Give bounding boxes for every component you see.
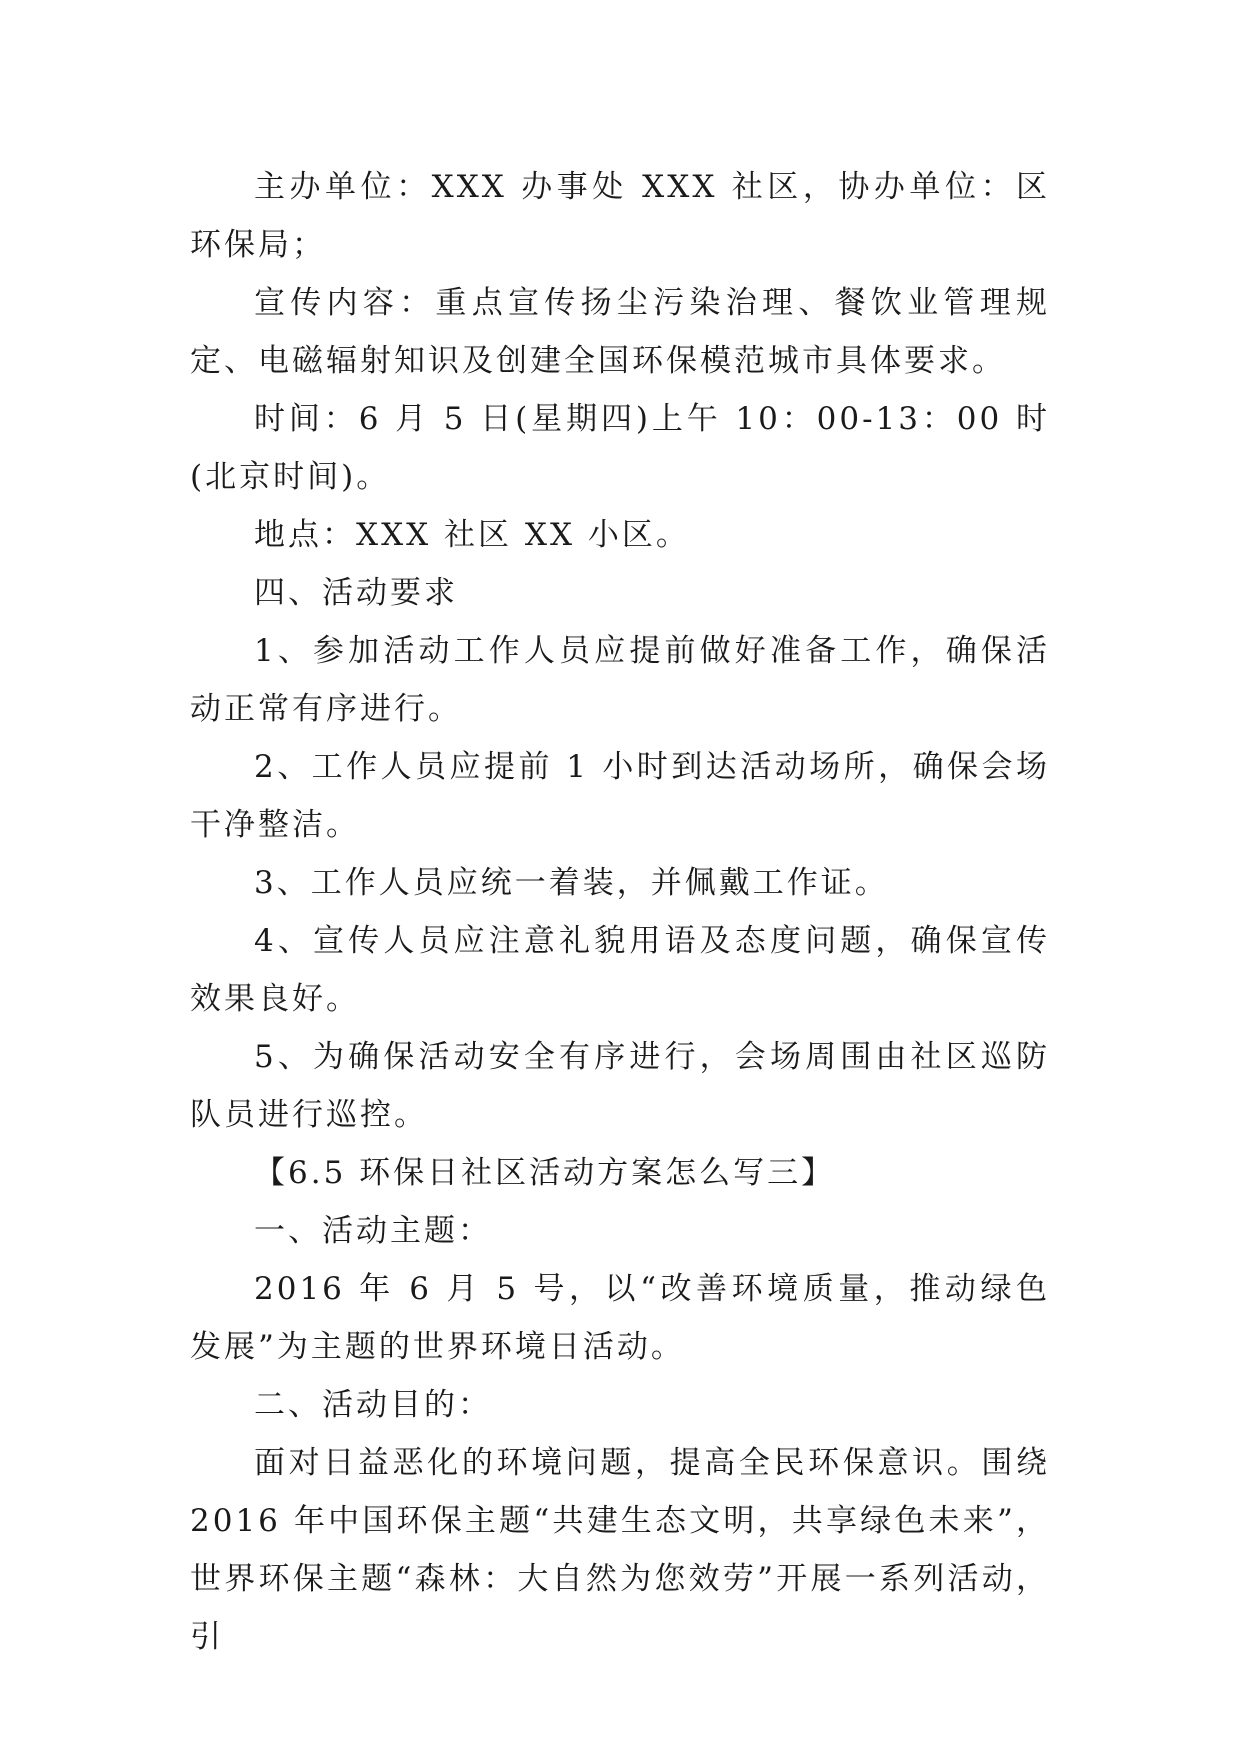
section-heading-purpose: 二、活动目的：	[254, 1387, 492, 1423]
paragraph-purpose: 面对日益恶化的环境问题，提高全民环保意识。围绕 2016 年中国环保主题“共建生态文明，共享绿色未来”，世界环保主题“森林：大自然为您效劳”开展一系列活动，引	[190, 1445, 1050, 1655]
section-heading-theme: 一、活动主题：	[254, 1213, 492, 1249]
requirement-item-4: 4、宣传人员应注意礼貌用语及态度问题，确保宣传效果良好。	[190, 923, 1050, 1017]
paragraph-publicity-content: 宣传内容：重点宣传扬尘污染治理、餐饮业管理规定、电磁辐射知识及创建全国环保模范城市具体要求。	[190, 285, 1050, 379]
section-title-plan-three: 【6.5 环保日社区活动方案怎么写三】	[254, 1155, 836, 1191]
paragraph-organizers: 主办单位：XXX 办事处 XXX 社区，协办单位：区环保局；	[190, 169, 1050, 263]
document-body	[190, 158, 1050, 1666]
requirement-item-3: 3、工作人员应统一着装，并佩戴工作证。	[254, 865, 889, 901]
paragraph-theme: 2016 年 6 月 5 号，以“改善环境质量，推动绿色发展”为主题的世界环境日活动。	[190, 1271, 1050, 1365]
requirement-item-1: 1、参加活动工作人员应提前做好准备工作，确保活动正常有序进行。	[190, 633, 1050, 727]
paragraph-location: 地点：XXX 社区 XX 小区。	[254, 517, 690, 553]
requirement-item-5: 5、为确保活动安全有序进行，会场周围由社区巡防队员进行巡控。	[190, 1039, 1050, 1133]
section-heading-requirements: 四、活动要求	[254, 575, 458, 611]
paragraph-time: 时间：6 月 5 日(星期四)上午 10：00-13：00 时(北京时间)。	[190, 401, 1050, 495]
requirement-item-2: 2、工作人员应提前 1 小时到达活动场所，确保会场干净整洁。	[190, 749, 1050, 843]
